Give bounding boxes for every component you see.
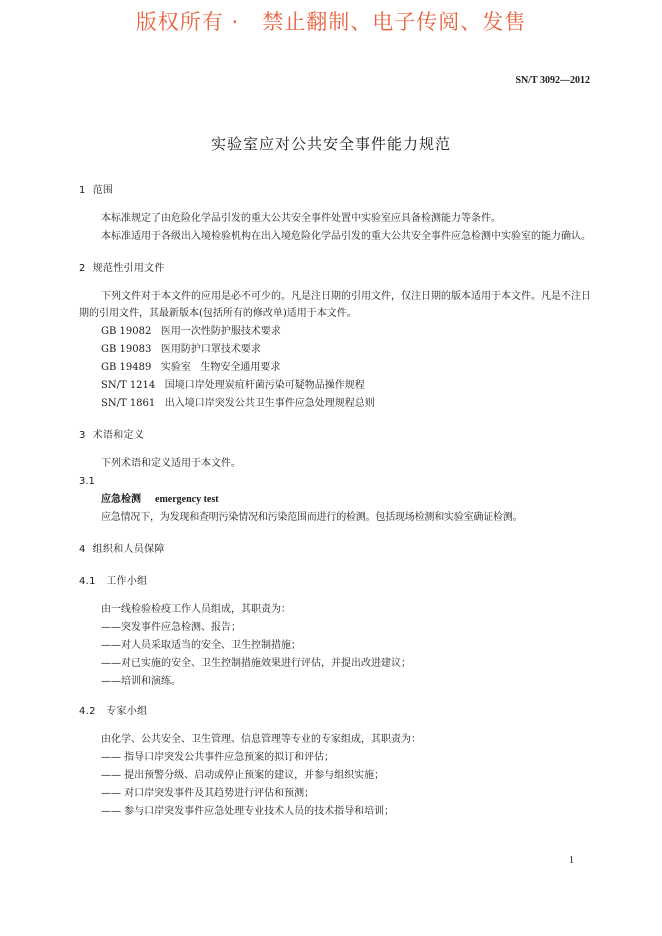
paragraph: 本标准规定了由危险化学品引发的重大公共安全事件处置中实验室应具备检测能力等条件。	[101, 213, 501, 224]
reference-item: GB 19083 医用防护口罩技术要求	[101, 344, 261, 356]
list-item: —— 提出预警分级、启动或停止预案的建议，并参与组织实施；	[101, 769, 385, 781]
reference-item: GB 19082 医用一次性防护服技术要求	[101, 326, 281, 338]
section-heading: 1 范围	[79, 185, 114, 196]
term-number: 3.1	[79, 475, 95, 487]
subsection-heading: 4.1 工作小组	[79, 575, 148, 587]
list-item: ——突发事件应急检测、报告；	[101, 621, 241, 633]
list-item: —— 参与口岸突发事件应急处理专业技术人员的技术指导和培训；	[101, 805, 395, 817]
section-heading: 2 规范性引用文件	[79, 262, 165, 274]
paragraph: 下列文件对于本文件的应用是必不可少的。凡是注日期的引用文件，仅注日期的版本适用于本文件。凡是不注日期的引用文件，其最新版本(包括所有的修改单)适用于本文件。	[79, 290, 591, 320]
term-zh: 应急检测	[101, 493, 141, 505]
term-definition: 应急情况下，为发现和查明污染情况和污染范围而进行的检测。包括现场检测和实验室确证检测。	[101, 511, 523, 523]
subsection-intro: 由一线检验检疫工作人员组成，其职责为：	[101, 603, 291, 615]
list-item: ——对人员采取适当的安全、卫生控制措施；	[101, 639, 301, 651]
document-body	[79, 182, 593, 833]
section-heading: 3 术语和定义	[79, 430, 145, 442]
section-terms	[79, 427, 593, 527]
section-normative-references	[79, 260, 593, 414]
section-heading: 4 组织和人员保障	[79, 543, 165, 555]
section-scope	[79, 182, 593, 246]
reference-item: SN/T 1214 国境口岸处理炭疽杆菌污染可疑物品操作规程	[101, 380, 365, 392]
document-title: 实验室应对公共安全事件能力规范	[210, 135, 451, 153]
reference-item: SN/T 1861 出入境口岸突发公共卫生事件应急处理规程总则	[101, 398, 375, 410]
page-number: 1	[569, 855, 574, 866]
term-en: emergency test	[155, 493, 219, 505]
section-organization	[79, 541, 593, 559]
list-item: —— 指导口岸突发公共事件应急预案的拟订和评估；	[101, 751, 335, 763]
reference-item: GB 19489 实验室 生物安全通用要求	[101, 362, 281, 374]
list-item: ——对已实施的安全、卫生控制措施效果进行评估，并提出改进建议；	[101, 657, 411, 669]
subsection-working-group	[79, 573, 593, 691]
list-item: ——培训和演练。	[101, 675, 181, 687]
subsection-heading: 4.2 专家小组	[79, 705, 148, 717]
term-entry	[79, 491, 593, 509]
copyright-watermark: 版权所有 · 禁止翻制、电子传阅、发售	[135, 10, 527, 34]
subsection-intro: 由化学、公共安全、卫生管理、信息管理等专业的专家组成，其职责为：	[101, 733, 421, 745]
list-item: —— 对口岸突发事件及其趋势进行评估和预测；	[101, 787, 315, 799]
subsection-expert-group	[79, 703, 593, 821]
paragraph: 本标准适用于各级出入境检验机构在出入境危险化学品引发的重大公共安全事件应急检测中实验室的能力确认。	[101, 230, 591, 242]
standard-code: SN/T 3092—2012	[515, 75, 590, 86]
paragraph: 下列术语和定义适用于本文件。	[101, 458, 241, 470]
